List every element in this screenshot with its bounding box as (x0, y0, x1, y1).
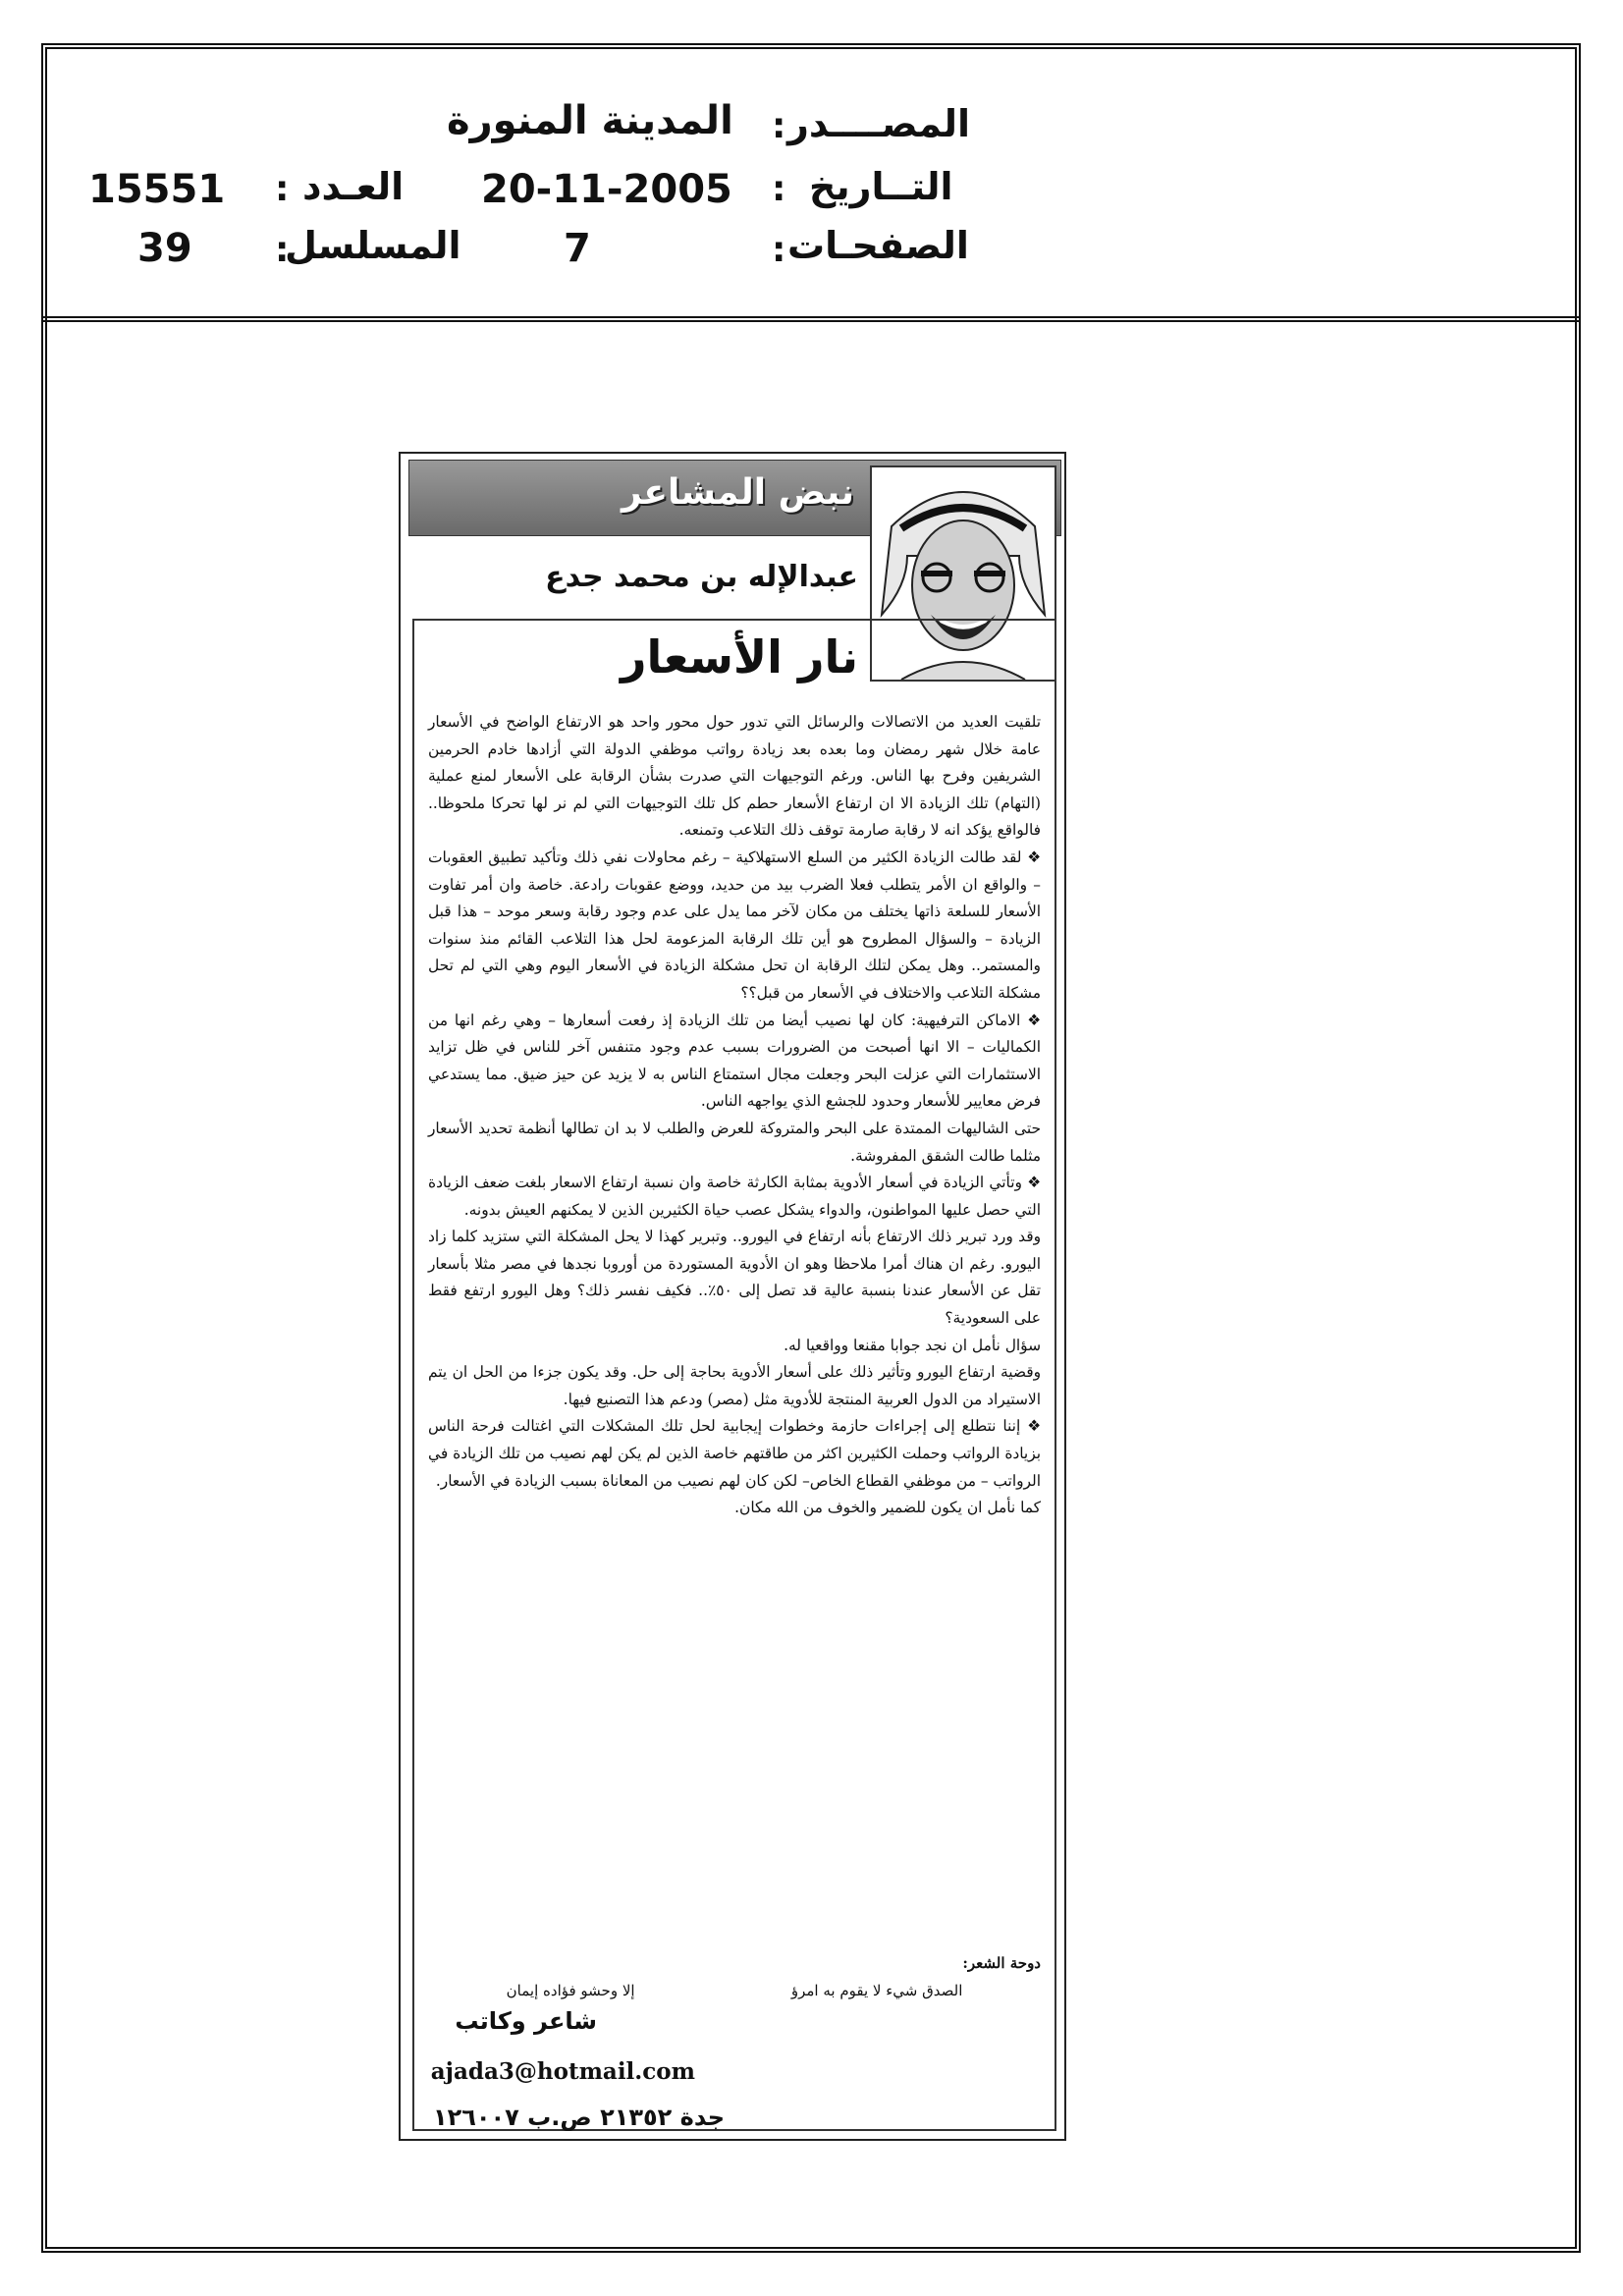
poem-line-2: إلا وحشو فؤاده إيمان (506, 1982, 635, 1999)
author-name: عبدالإله بن محمد جدع (545, 560, 858, 594)
issue-value: 15551 (88, 167, 226, 212)
paragraph: ❖ وتأتي الزيادة في أسعار الأدوية بمثابة الكارثة خاصة وان نسبة ارتفاع الاسعار بلغت ضعف الزيادة التي حصل عليها المواطنون، والدواء يشكل عصب حياة الكثيرين الذين لا يمكنهم العيش بدونه. (428, 1174, 1041, 1219)
paragraph: حتى الشاليهات الممتدة على البحر والمتروكة للعرض والطلب لا بد ان تطالها أنظمة تحديد الأسعار مثلما طالت الشقق المفروشة. (428, 1119, 1041, 1165)
serial-colon: : (275, 230, 290, 270)
source-colon: : (772, 106, 786, 146)
source-label: المصــــدر (787, 102, 970, 145)
pages-value: 7 (564, 226, 591, 271)
signature-title: شاعر وكاتب (455, 2007, 597, 2035)
paragraph: ❖ إننا نتطلع إلى إجراءات حازمة وخطوات إيجابية لحل تلك المشكلات التي اغتالت فرحة الناس بزيادة الرواتب وحملت الكثيرين اكثر من طاقتهم خاصة الذين لم يكن لهم نصيب من تلك الزيادة في الرواتب – من موظفي القطاع الخاص– لكن كان لهم نصيب من المعاناة بسبب الزيادة في الأسعار. (428, 1417, 1041, 1490)
article-box (412, 619, 1056, 2131)
author-address: جدة ٢١٣٥٢ ص.ب ١٢٦٠٠٧ (432, 2104, 725, 2131)
date-label: التــاريخ (809, 165, 953, 208)
poem-line-1: الصدق شيء لا يقوم به امرؤ (790, 1982, 963, 1999)
pages-colon: : (772, 230, 786, 270)
poem-verse (428, 1982, 1041, 1999)
author-email: ajada3@hotmail.com (430, 2058, 695, 2085)
serial-value: 39 (137, 226, 192, 271)
serial-label: المسلسل (285, 224, 461, 267)
paragraph: وقد ورد تبرير ذلك الارتفاع بأنه ارتفاع في اليورو.. وتبرير كهذا لا يحل المشكلة التي ستزيد كلما زاد اليورو. رغم ان هناك أمرا ملاحظا وهو ان الأدوية المستوردة من أوروبا نجدها في مصر مثلا بأسعار تقل عن الأسعار عندنا بنسبة عالية قد تصل إلى ٥٠٪.. فكيف نفسر ذلك؟ وهل اليورو ارتفع فقط على السعودية؟ (428, 1228, 1041, 1328)
date-value: 20-11-2005 (481, 167, 732, 212)
issue-label: العـدد (302, 165, 405, 208)
paragraph: سؤال نأمل ان نجد جوابا مقنعا وواقعيا له. (784, 1336, 1041, 1354)
poem-section (428, 1954, 1041, 1999)
article-body (428, 709, 1041, 1522)
date-colon: : (772, 169, 786, 209)
paragraph: كما نأمل ان يكون للضمير والخوف من الله مكان. (734, 1499, 1041, 1517)
issue-colon: : (275, 169, 290, 209)
paragraph: تلقيت العديد من الاتصالات والرسائل التي تدور حول محور واحد هو الارتفاع الواضح في الأسعار عامة خلال شهر رمضان وما بعده بعد زيادة رواتب موظفي الدولة التي أزادها خادم الحرمين الشريفين وفرح بها الناس. ورغم التوجيهات التي صدرت بشأن الرقابة على الأسعار لمنع عملية (التهام) تلك الزيادة الا ان ارتفاع الأسعار حطم كل تلك التوجيهات التي لم نر لها تحركا ملحوظا.. فالواقع يؤكد انه لا رقابة صارمة توقف ذلك التلاعب وتمنعه. (428, 713, 1042, 840)
source-value: المدينة المنورة (447, 98, 733, 143)
paragraph: ❖ الاماكن الترفيهية: كان لها نصيب أيضا من تلك الزيادة إذ رفعت أسعارها – وهي رغم انها من الكماليات – الا انها أصبحت من الضرورات بسبب عدم وجود متنفس آخر للناس في ظل تزايد الاستثمارات التي عزلت البحر وجعلت مجال استمتاع الناس به لا يزيد عن حيز ضيق. مما يستدعي فرض معايير للأسعار وحدود للجشع الذي يواجهه الناس. (428, 1011, 1041, 1111)
article-headline: نار الأسعار (620, 630, 858, 683)
poem-heading: دوحة الشعر: (962, 1954, 1041, 1972)
column-title: نبض المشاعر (622, 472, 854, 513)
pages-label: الصفحـات (787, 224, 969, 267)
paragraph: ❖ لقد طالت الزيادة الكثير من السلع الاستهلاكية – رغم محاولات نفي ذلك وتأكيد تطبيق العقوبات – والواقع ان الأمر يتطلب فعلا الضرب بيد من حديد، ووضع عقوبات رادعة. خاصة وان أمر تفاوت الأسعار للسلعة ذاتها يختلف من مكان لآخر مما يدل على عدم وجود رقابة وسعر موحد – هذا قبل الزيادة – والسؤال المطروح هو أين تلك الرقابة المزعومة لحل هذا التلاعب القائم منذ سنوات والمستمر.. وهل يمكن لتلك الرقابة ان تحل مشكلة الزيادة في الأسعار اليوم وهي التي لم تحل مشكلة التلاعب والاختلاف في الأسعار من قبل؟؟ (428, 847, 1041, 1002)
paragraph: وقضية ارتفاع اليورو وتأثير ذلك على أسعار الأدوية بحاجة إلى حل. وقد يكون جزءا من الحل ان يتم الاستيراد من الدول العربية المنتجة للأدوية مثل (مصر) ودعم هذا التصنيع فيها. (428, 1363, 1041, 1408)
header-divider (41, 316, 1581, 322)
newspaper-clipping (399, 452, 1066, 2141)
